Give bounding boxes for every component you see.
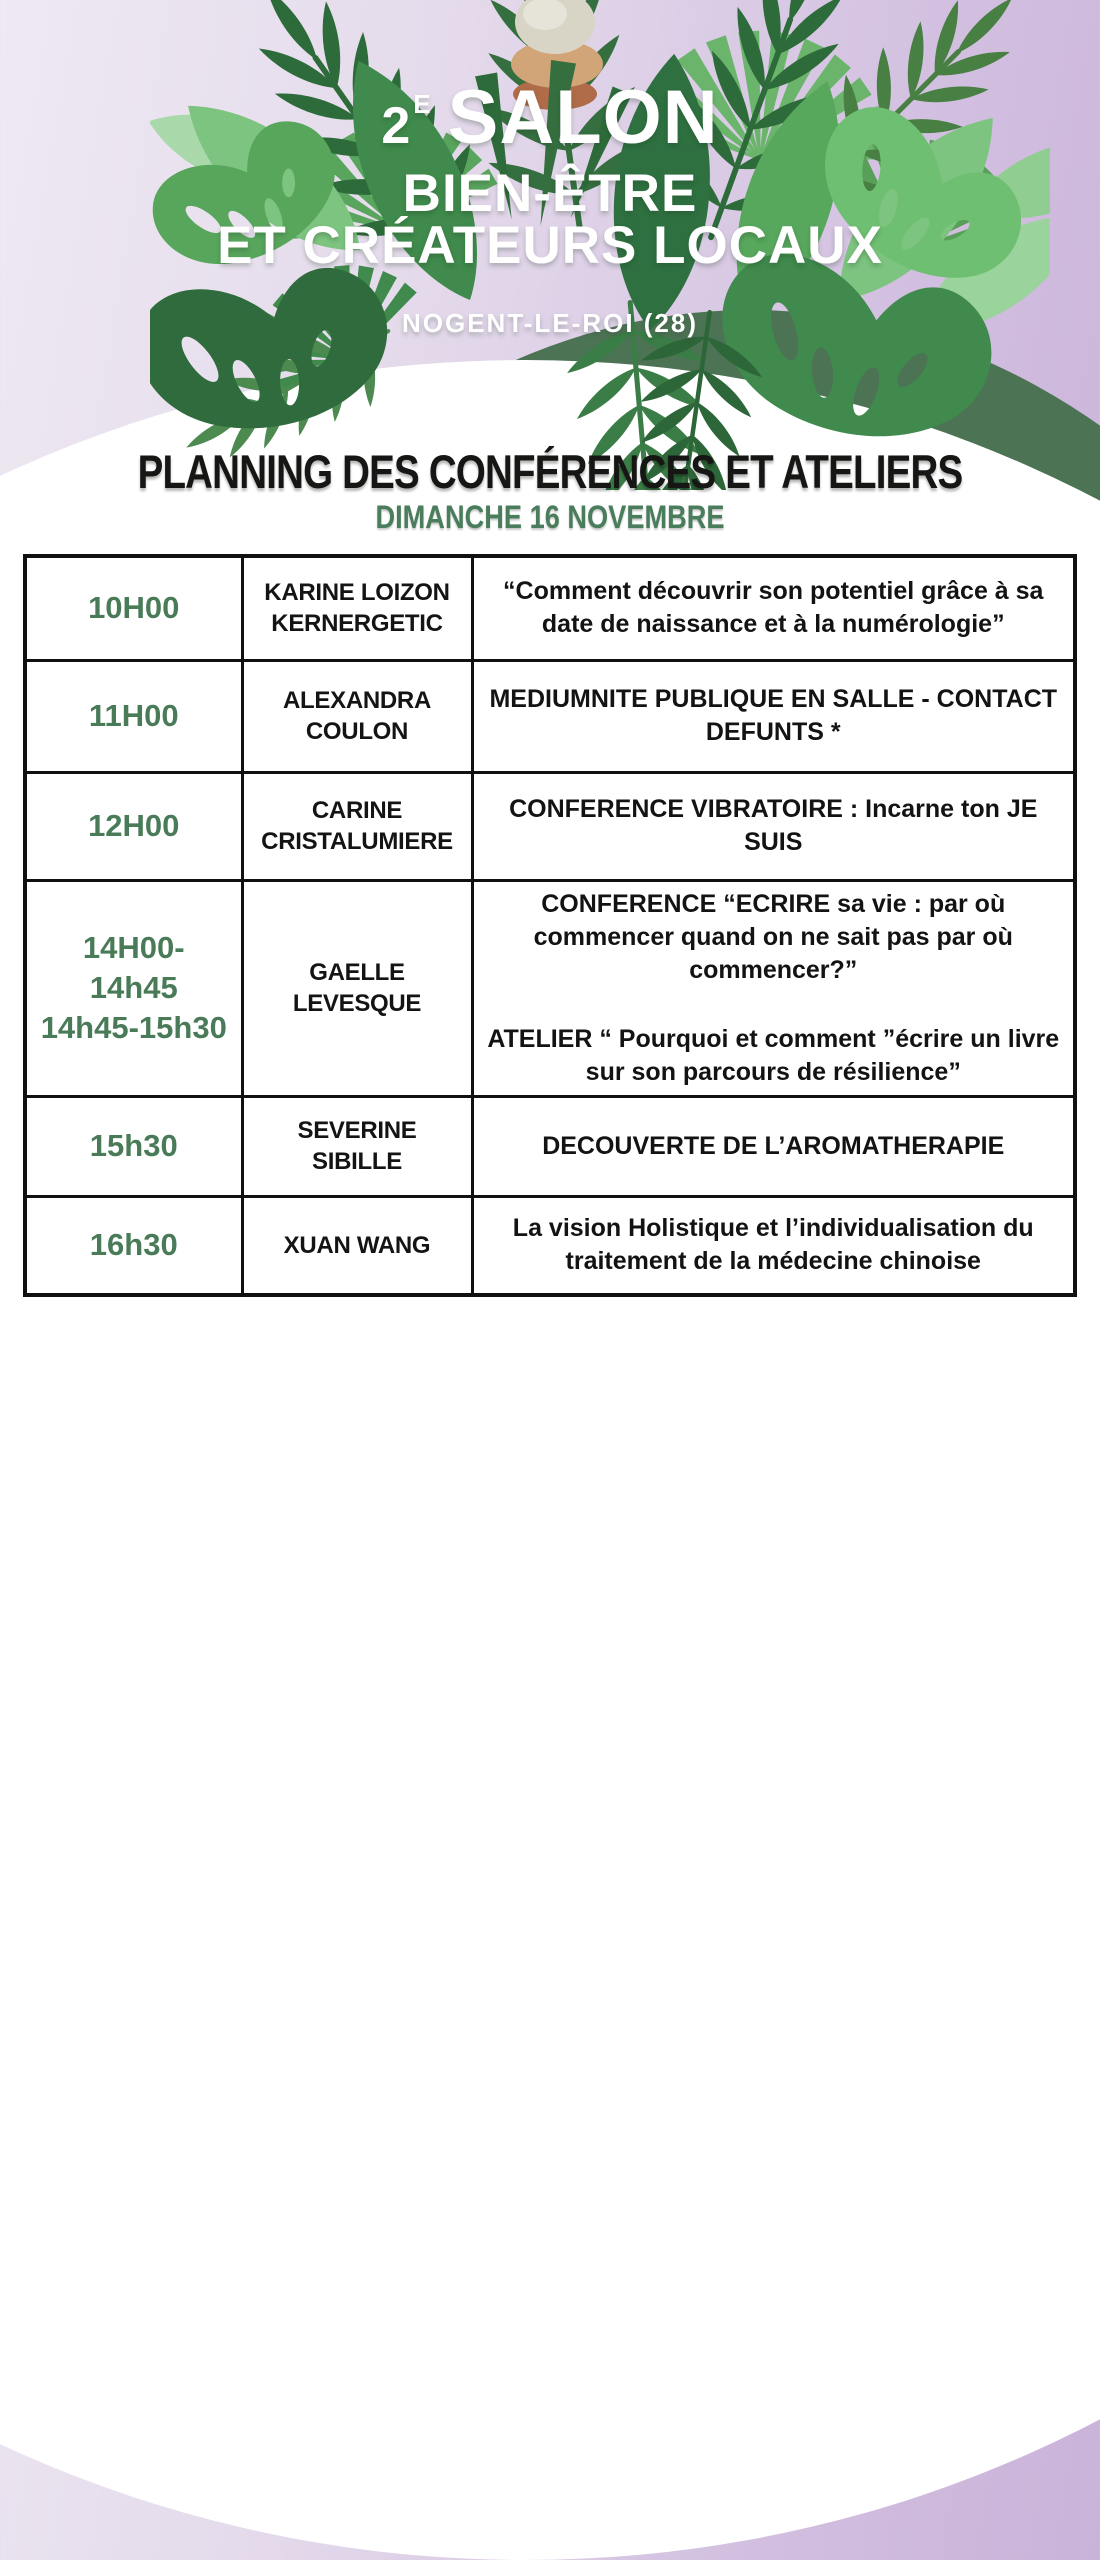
speaker-text: CRISTALUMIERE: [261, 828, 453, 855]
topic-cell: [472, 556, 1075, 660]
schedule-row: [25, 772, 1075, 880]
schedule-table: [23, 554, 1077, 1297]
topic-text: ATELIER “ Pourquoi et comment ”écrire un livre sur son parcours de résilience”: [487, 1024, 1060, 1086]
schedule-row: [25, 1196, 1075, 1295]
schedule-row: [25, 1096, 1075, 1196]
topic-cell: [472, 772, 1075, 880]
speaker-text: COULON: [305, 718, 409, 745]
topic-text: CONFERENCE “ECRIRE sa vie : par où commencer quand on ne sait pas par où commencer?”: [533, 889, 1013, 984]
edition-suffix: E: [413, 89, 432, 119]
topic-text: “Comment découvrir son potentiel grâce à sa date de naissance et à la numérologie”: [503, 577, 1044, 639]
schedule-row: [25, 556, 1075, 660]
time-text: 11H00: [88, 698, 179, 734]
topic-cell: [472, 1196, 1075, 1295]
time-text: 12H00: [88, 808, 180, 844]
schedule-row: [25, 880, 1075, 1096]
planning-heading: PLANNING DES CONFÉRENCES ET ATELIERS: [137, 445, 963, 498]
speaker-text: KARINE LOIZON: [264, 579, 450, 607]
speaker-text: CARINE: [311, 796, 403, 824]
schedule-row: [25, 660, 1075, 772]
poster-title: [0, 64, 1100, 339]
topic-cell: [472, 1096, 1075, 1196]
speaker-text: SEVERINE: [297, 1116, 417, 1144]
speaker-text: GAELLE: [309, 958, 405, 986]
speaker-text: SIBILLE: [312, 1148, 402, 1175]
time-text: 14h45-15h30: [40, 1009, 227, 1045]
planning-date: DIMANCHE 16 NOVEMBRE: [375, 499, 725, 535]
schedule-body: [25, 556, 1075, 1295]
speaker-cell: [242, 660, 472, 772]
time-cell: [25, 556, 242, 660]
time-cell: [25, 1096, 242, 1196]
title-word: SALON: [447, 75, 719, 160]
speaker-text: KERNERGETIC: [271, 610, 443, 638]
time-cell: [25, 1196, 242, 1295]
speaker-cell: [242, 1196, 472, 1295]
time-text: 14h45: [89, 970, 178, 1006]
topic-text: DECOUVERTE DE L’AROMATHERAPIE: [542, 1131, 1005, 1160]
topic-text: CONFERENCE VIBRATOIRE : Incarne ton JE SUIS: [509, 795, 1038, 856]
topic-text: MEDIUMNITE PUBLIQUE EN SALLE - CONTACT DEFUNTS *: [489, 685, 1058, 746]
topic-cell: [472, 660, 1075, 772]
time-text: 10H00: [88, 590, 180, 626]
time-text: 15h30: [89, 1128, 178, 1164]
time-text: 14H00-: [82, 930, 185, 966]
title-line-2: BIEN-ÊTRE: [402, 164, 698, 223]
event-location: NOGENT-LE-ROI (28): [401, 308, 698, 338]
time-text: 16h30: [89, 1227, 178, 1263]
time-cell: [25, 880, 242, 1096]
speaker-text: LEVESQUE: [292, 990, 422, 1017]
speaker-text: XUAN WANG: [283, 1231, 431, 1259]
speaker-cell: [242, 556, 472, 660]
speaker-cell: [242, 1096, 472, 1196]
speaker-cell: [242, 880, 472, 1096]
edition-number: 2: [381, 97, 412, 155]
topic-cell: [472, 880, 1075, 1096]
topic-text: La vision Holistique et l’individualisation du traitement de la médecine chinoise: [512, 1214, 1034, 1276]
time-cell: [25, 660, 242, 772]
time-cell: [25, 772, 242, 880]
speaker-cell: [242, 772, 472, 880]
title-line-1: [0, 64, 1100, 166]
speaker-text: ALEXANDRA: [283, 686, 431, 714]
title-line-3: ET CRÉATEURS LOCAUX: [217, 216, 883, 275]
